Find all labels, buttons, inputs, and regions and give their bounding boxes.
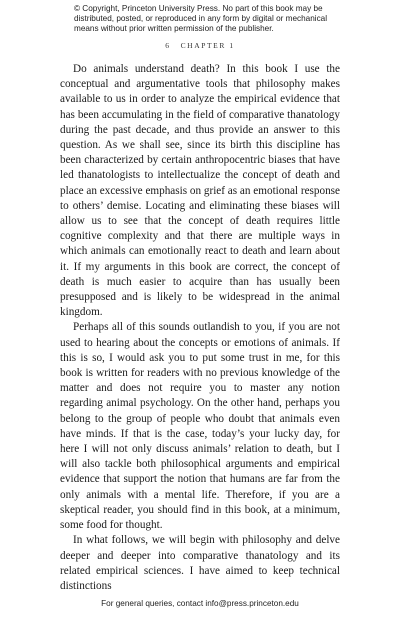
copyright-notice: © Copyright, Princeton University Press. No part of this book may be distributed, posted, or reproduced in any form by digital or mechanical means without prior written permission of the publisher. — [74, 4, 328, 34]
body-text — [60, 62, 340, 594]
paragraph: Perhaps all of this sounds outlandish to you, if you are not used to hearing about the concepts or emotions of animals. If this is so, I would ask you to put some trust in me, for this book is written for readers with no previous knowledge of the matter and does not require you to master any notion regarding animal psychology. On the other hand, perhaps you belong to the group of people who doubt that animals even have minds. If that is the case, today’s your lucky day, for here I will not only discuss animals’ relation to death, but I will also tackle both philosophical arguments and empirical evidence that support the notion that humans are far from the only animals with a mental life. Therefore, if you are a skeptical reader, you should find in this book, at a minimum, some food for thought. — [60, 321, 340, 532]
running-head — [0, 41, 400, 50]
footer-contact: For general queries, contact info@press.princeton.edu — [101, 599, 299, 608]
paragraph: Do animals understand death? In this book I use the conceptual and argumentative tools that philosophy makes available to us in order to analyze the empirical evidence that has been accumulating in the field of comparative thanatology during the past decade, and thus provide an answer to this question. As we shall see, since its birth this discipline has been characterized by certain anthropocentric biases that have led thanatologists to intellectualize the concept of death and place an excessive emphasis on grief as an emotional response to others’ demise. Locating and eliminating these biases will allow us to see that the concept of death requires little cognitive complexity and that there are multiple ways in which animals can emotionally react to death and learn about it. If my arguments in this book are correct, the concept of death is much easier to acquire than has usually been presupposed and is likely to be widespread in the animal kingdom. — [60, 63, 340, 319]
paragraph: In what follows, we will begin with philosophy and delve deeper and deeper into comparative thanatology and its related empirical sciences. I have aimed to keep technical distinctions — [60, 534, 340, 592]
page-number: 6 — [165, 41, 171, 50]
chapter-label: CHAPTER 1 — [180, 41, 235, 50]
